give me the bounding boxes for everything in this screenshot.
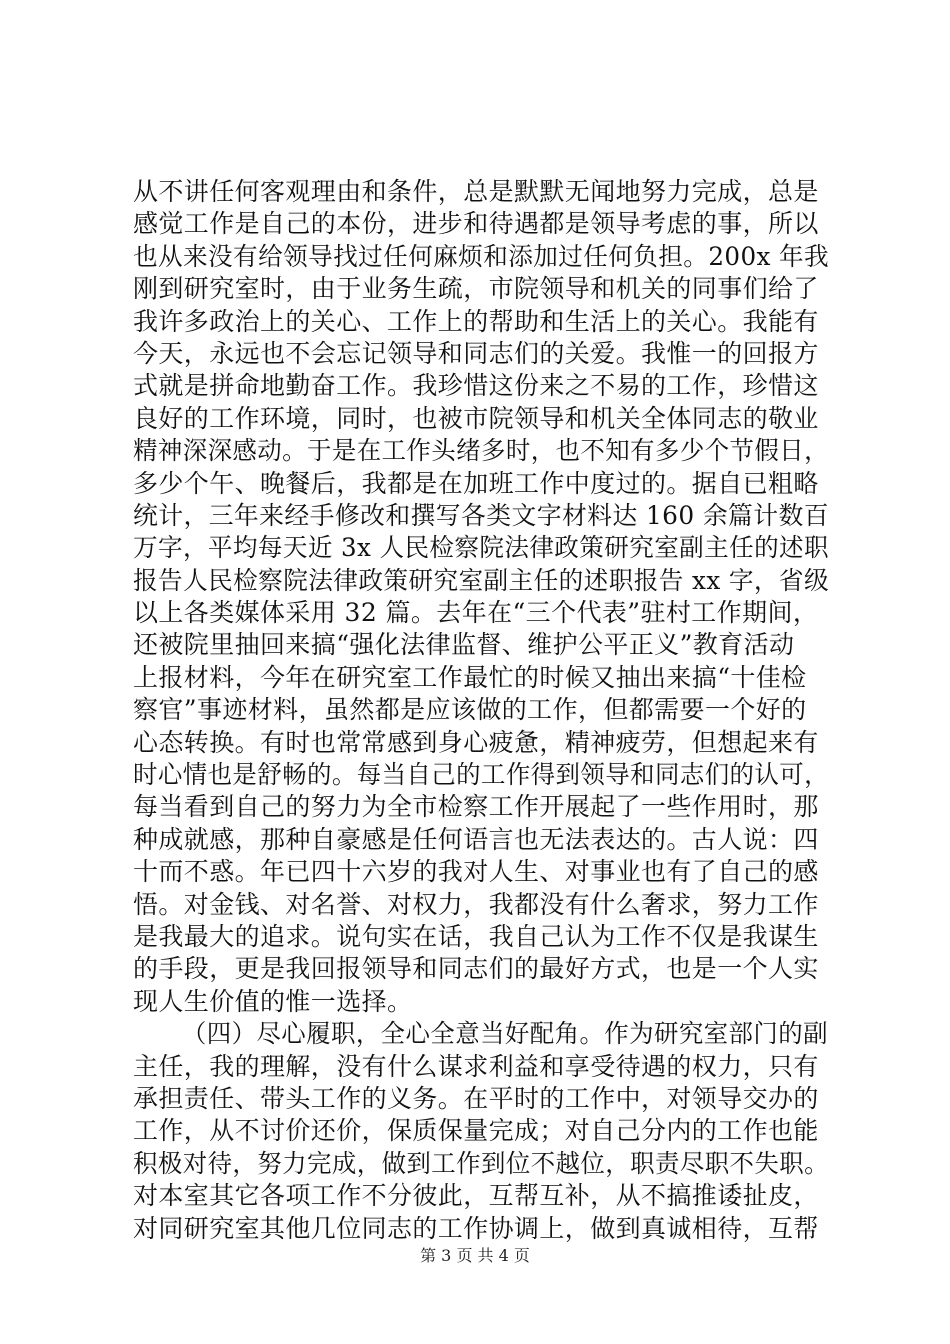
text-line: 心态转换。有时也常常感到身心疲惫，精神疲劳，但想起来有 [133, 727, 819, 757]
text-line: 式就是拼命地勤奋工作。我珍惜这份来之不易的工作，珍惜这 [133, 371, 819, 401]
text-line: 工作，从不讨价还价，保质保量完成；对自己分内的工作也能 [133, 1116, 819, 1146]
body-text [133, 176, 829, 1245]
text-line: 时心情也是舒畅的。每当自己的工作得到领导和同志们的认可， [133, 760, 829, 790]
text-line: 的手段，更是我回报领导和同志们的最好方式，也是一个人实 [133, 954, 819, 984]
text-line: 现人生价值的惟一选择。 [133, 986, 413, 1016]
text-line: 精神深深感动。于是在工作头绪多时，也不知有多少个节假日， [133, 436, 829, 466]
text-line: 种成就感，那种自豪感是任何语言也无法表达的。古人说：四 [133, 824, 819, 854]
text-line: 万字，平均每天近 3x 人民检察院法律政策研究室副主任的述职 [133, 533, 830, 563]
text-line: 我许多政治上的关心、工作上的帮助和生活上的关心。我能有 [133, 306, 819, 336]
text-line: 十而不惑。年已四十六岁的我对人生、对事业也有了自己的感 [133, 857, 819, 887]
text-line: 上报材料，今年在研究室工作最忙的时候又抽出来搞“十佳检 [133, 662, 807, 692]
text-line: 以上各类媒体采用 32 篇。去年在“三个代表”驻村工作期间， [133, 598, 819, 628]
text-line: 悟。对金钱、对名誉、对权力，我都没有什么奢求，努力工作 [133, 889, 819, 919]
text-line: 也从来没有给领导找过任何麻烦和添加过任何负担。200x 年我 [133, 241, 830, 271]
text-line: 良好的工作环境，同时，也被市院领导和机关全体同志的敬业 [133, 403, 819, 433]
text-line: 感觉工作是自己的本份，进步和待遇都是领导考虑的事，所以 [133, 209, 819, 239]
page-footer [0, 1246, 950, 1266]
text-line: 刚到研究室时，由于业务生疏，市院领导和机关的同事们给了 [133, 274, 819, 304]
page-indicator: 第 3 页 共 4 页 [420, 1246, 530, 1265]
text-line: 统计，三年来经手修改和撰写各类文字材料达 160 余篇计数百 [133, 500, 830, 530]
text-line: 对同研究室其他几位同志的工作协调上，做到真诚相待，互帮 [133, 1213, 819, 1243]
text-line: 承担责任、带头工作的义务。在平时的工作中，对领导交办的 [133, 1083, 819, 1113]
text-line: 今天，永远也不会忘记领导和同志们的关爱。我惟一的回报方 [133, 338, 819, 368]
text-line: 主任，我的理解，没有什么谋求利益和享受待遇的权力，只有 [133, 1051, 819, 1081]
text-line: 积极对待，努力完成，做到工作到位不越位，职责尽职不失职。 [133, 1148, 829, 1178]
section-heading-line: （四）尽心履职，全心全意当好配角。作为研究室部门的副 [181, 1019, 828, 1049]
text-line: 每当看到自己的努力为全市检察工作开展起了一些作用时，那 [133, 792, 819, 822]
text-line: 察官”事迹材料，虽然都是应该做的工作，但都需要一个好的 [133, 695, 807, 725]
text-line: 对本室其它各项工作不分彼此，互帮互补，从不搞推诿扯皮， [133, 1181, 819, 1211]
text-line: 报告人民检察院法律政策研究室副主任的述职报告 xx 字，省级 [133, 565, 830, 595]
text-line: 多少个午、晚餐后，我都是在加班工作中度过的。据自已粗略 [133, 468, 819, 498]
text-line: 还被院里抽回来搞“强化法律监督、维护公平正义”教育活动 [133, 630, 795, 660]
text-line: 是我最大的追求。说句实在话，我自己认为工作不仅是我谋生 [133, 921, 819, 951]
text-line: 从不讲任何客观理由和条件，总是默默无闻地努力完成，总是 [133, 177, 819, 206]
